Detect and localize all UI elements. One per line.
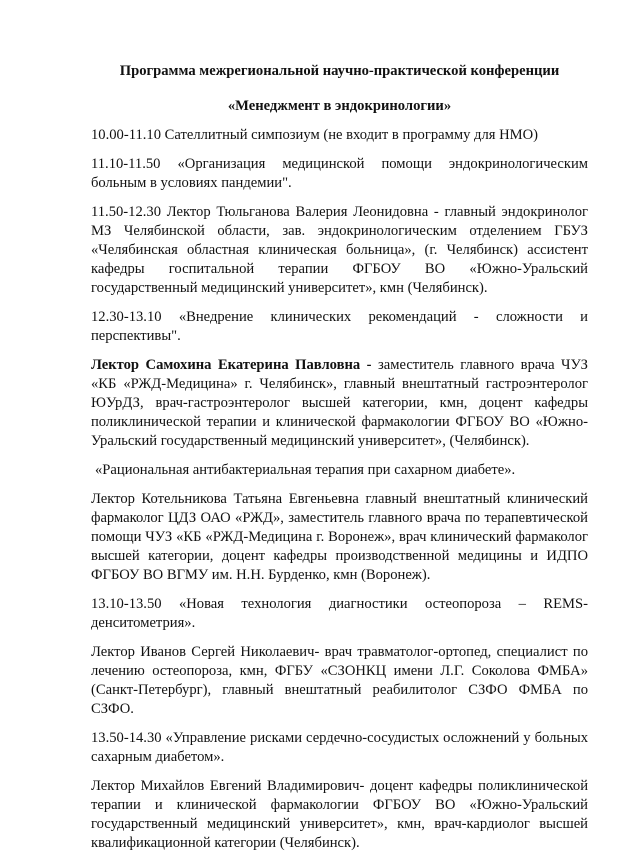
lecturer-samokhina (91, 356, 588, 451)
conference-name: «Менеджмент в эндокринологии» (227, 98, 452, 114)
program-item-cardio-risks: 13.50-14.30 «Управление рисками сердечно-сосудистых осложнений у больных сахарным диабетом». (91, 730, 588, 765)
lecturer-samokhina-name: Лектор Самохина Екатерина Павловна - (91, 357, 372, 373)
program-item-pandemic: 11.10-11.50 «Организация медицинской помощи эндокринологическим больным в условиях пандемии". (91, 156, 588, 191)
document-page (91, 62, 588, 863)
lecturer-ivanov: Лектор Иванов Сергей Николаевич- врач травматолог-ортопед, специалист по лечению остеопороза, кмн, ФГБУ «СЗОНКЦ имени Л.Г. Соколова ФМБА» (Санкт-Петербург), главный внештатный реабилитолог СЗФО ФМБА по СЗФО. (91, 644, 588, 717)
program-item-antibacterial: «Рациональная антибактериальная терапия при сахарном диабете». (95, 462, 516, 478)
program-item-guidelines: 12.30-13.10 «Внедрение клинических рекомендаций - сложности и перспективы". (91, 309, 588, 344)
lecturer-samokhina-details: заместитель главного врача ЧУЗ «КБ «РЖД-Медицина» г. Челябинск», главный внештатный гастроэнтеролог ЮУрДЗ, врач-гастроэнтеролог высшей категории, кмн, доцент кафедры поликлинической терапии и клинической фармакологии ФГБОУ ВО «Южно-Уральский государственный медицинский университет», (Челябинск). (91, 357, 588, 449)
lecturer-kotelnikova: Лектор Котельникова Татьяна Евгеньевна главный внештатный клинический фармаколог ЦДЗ ОАО «РЖД», заместитель главного врача по терапевтической помощи ЧУЗ «КБ «РЖД-Медицина г. Воронеж», врач клинический фармаколог высшей категории, доцент кафедры производственной медицины и ИДПО ФГБОУ ВО ВГМУ им. Н.Н. Бурденко, кмн (Воронеж). (91, 491, 588, 583)
page-title: Программа межрегиональной научно-практической конференции (119, 63, 560, 79)
program-item-symposium: 10.00-11.10 Сателлитный симпозиум (не входит в программу для НМО) (91, 127, 539, 143)
lecturer-mikhailov: Лектор Михайлов Евгений Владимирович- доцент кафедры поликлинической терапии и клинической фармакологии ФГБОУ ВО «Южно-Уральский государственный медицинский университет», кмн, врач-кардиолог высшей квалификационной категории (Челябинск). (91, 778, 588, 851)
program-item-osteoporosis: 13.10-13.50 «Новая технология диагностики остеопороза – REMS-денситометрия». (91, 596, 588, 631)
lecturer-tyulganova: 11.50-12.30 Лектор Тюльганова Валерия Леонидовна - главный эндокринолог МЗ Челябинской области, зав. эндокринологическим отделением ГБУЗ «Челябинская областная клиническая больница», (г. Челябинск) ассистент кафедры госпитальной терапии ФГБОУ ВО «Южно-Уральский государственный медицинский университет», кмн (Челябинск). (91, 204, 588, 296)
